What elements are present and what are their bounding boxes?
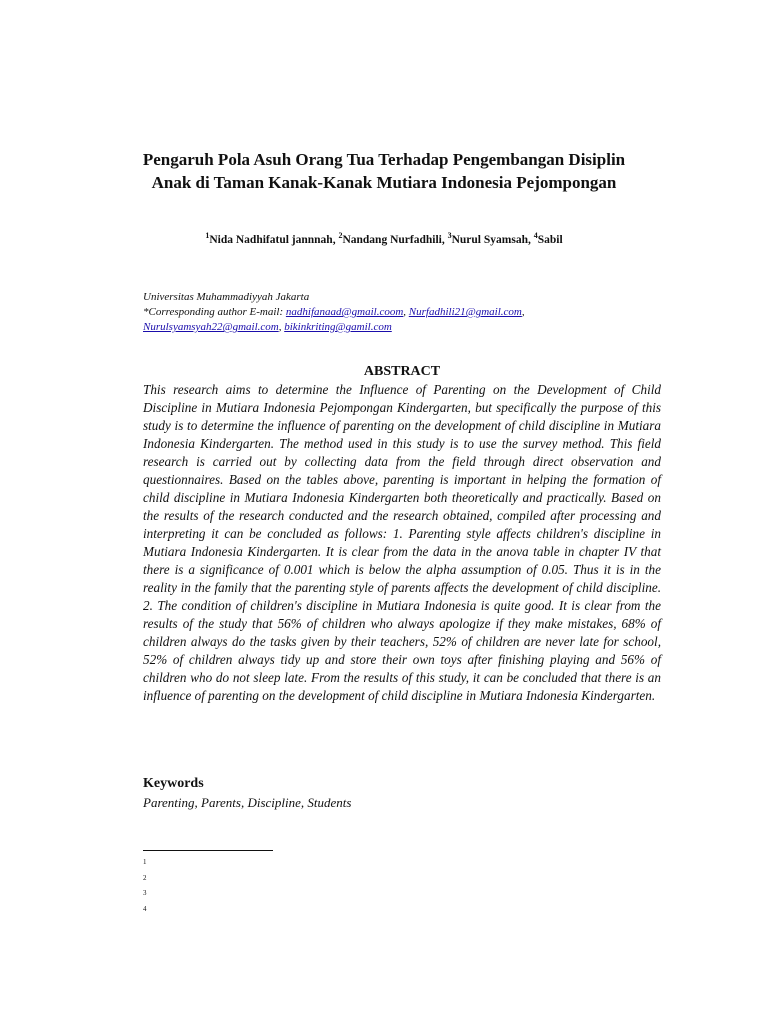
email-link-4[interactable]: bikinkriting@gamil.com — [284, 321, 392, 333]
author-3-marker: 3 — [447, 231, 452, 240]
affiliation-block — [143, 290, 663, 335]
email-link-1[interactable]: nadhifanaad@gmail.coom — [285, 306, 404, 318]
email-line-2 — [143, 320, 663, 335]
author-4-name: Sabil — [537, 233, 563, 246]
author-2-name: Nandang Nurfadhili — [342, 233, 442, 246]
abstract-heading: ABSTRACT — [363, 364, 441, 379]
title-line-2: Anak di Taman Kanak-Kanak Mutiara Indonesia Pejompongan — [151, 173, 617, 192]
footnote-4: 4 — [143, 904, 147, 913]
title-line-1: Pengaruh Pola Asuh Orang Tua Terhadap Pengembangan Disiplin — [142, 150, 626, 169]
email-separator: , — [521, 306, 525, 318]
corresponding-author-line — [143, 305, 663, 320]
email-link-3[interactable]: Nurulsyamsyah22@gmail.com — [143, 321, 279, 333]
paper-title — [120, 148, 648, 194]
author-separator: , — [441, 233, 448, 246]
keywords-text: Parenting, Parents, Discipline, Students — [143, 795, 352, 810]
author-separator: , — [332, 233, 339, 246]
footnote-1: 1 — [143, 858, 147, 866]
author-1-name: Nida Nadhifatul jannnah — [209, 233, 333, 246]
email-separator: , — [403, 306, 409, 318]
footnote-2: 2 — [143, 873, 147, 882]
author-1-marker: 1 — [205, 231, 210, 240]
footnote-3: 3 — [143, 889, 147, 897]
footnote-divider — [143, 850, 273, 851]
abstract-text: This research aims to determine the Influence of Parenting on the Development of Child Discipline in Mutiara Indonesia Pejompongan Kindergarten, but specifically the purpose of this study is to determine the influence of parenting on the development of child discipline in Mutiara Indonesia Kindergarten. The method used in this study is to use the survey method. This field research is carried out by collecting data from the field through direct observation and questionnaires. Based on the tables above, parenting is important in helping the formation of child discipline in Mutiara Indonesia Kindergarten both theoretically and practically. Based on the results of the research conducted and the research obtained, compiled after processing and interpreting it can be concluded as follows: 1. Parenting style affects children's discipline in Mutiara Indonesia Kindergarten. It is clear from the data in the anova table in chapter IV that there is a significance of 0.001 which is below the alpha assumption of 0.05. Thus it is in the reality in the family that the parenting style of parents affects the development of child discipline. 2. The condition of children's discipline in Mutiara Indonesia is quite good. It is clear from the results of the study that 56% of children who always apologize if they make mistakes, 68% of children always do the tasks given by their teachers, 52% of children are never late for school, 52% of children always tidy up and store their own toys after finishing playing and 56% of children who do not sleep late. From the results of this study, it can be concluded that there is an influence of parenting on the development of child discipline in Mutiara Indonesia Kindergarten. — [143, 382, 661, 703]
author-separator: , — [527, 233, 534, 246]
email-link-2[interactable]: Nurfadhili21@gmail.com — [408, 306, 522, 318]
author-2-marker: 2 — [338, 231, 343, 240]
author-list — [120, 231, 648, 246]
university-name: Universitas Muhammadiyyah Jakarta — [143, 291, 310, 303]
author-3-name: Nurul Syamsah — [451, 233, 528, 246]
keywords-heading: Keywords — [143, 776, 204, 791]
email-separator: , — [278, 321, 285, 333]
corresponding-label: *Corresponding author E-mail: — [143, 306, 286, 318]
author-4-marker: 4 — [533, 231, 538, 240]
footnotes — [143, 855, 147, 917]
